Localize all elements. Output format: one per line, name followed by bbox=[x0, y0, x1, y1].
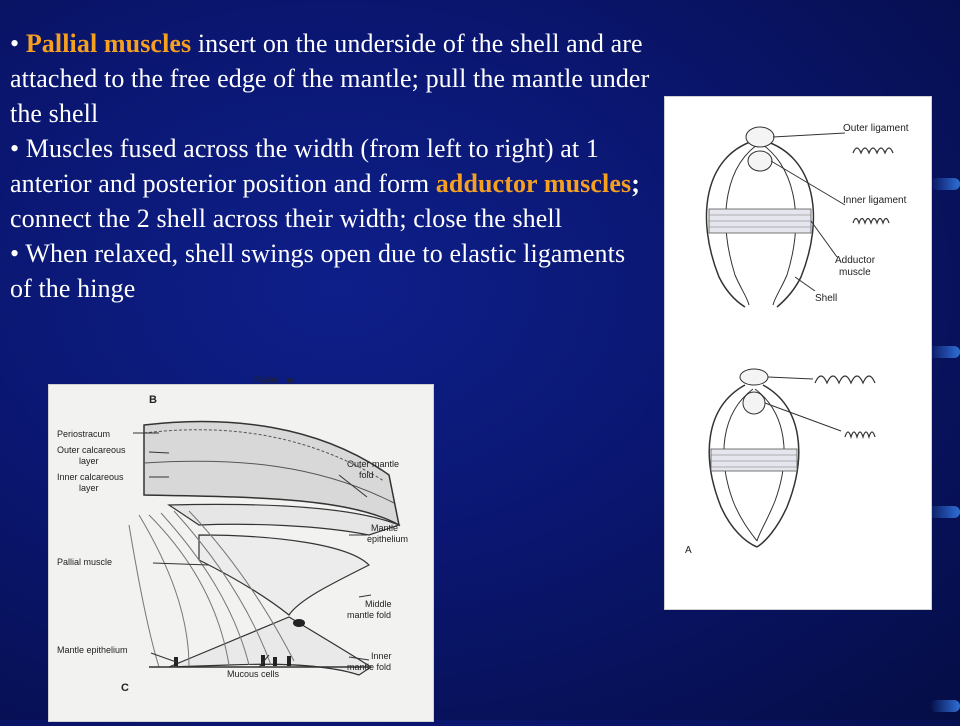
outer-ligament-shape bbox=[746, 127, 774, 147]
slide-body-text bbox=[10, 26, 650, 306]
label-inner-ligament: Inner ligament bbox=[843, 195, 907, 206]
bullet-relaxed-shell: • When relaxed, shell swings open due to elastic ligaments of the hinge bbox=[10, 239, 626, 303]
label-inner-mantle-fold: Inner bbox=[371, 651, 392, 661]
svg-text:layer: layer bbox=[79, 483, 99, 493]
label-adductor-muscle: Adductor bbox=[835, 255, 876, 266]
label-pallial-muscle: Pallial muscle bbox=[57, 557, 113, 567]
decor-streak bbox=[930, 700, 960, 712]
spring-outer-open bbox=[815, 376, 875, 383]
label-shell: Shell bbox=[815, 293, 838, 304]
label-outer-calcareous: Outer calcareous bbox=[57, 445, 126, 455]
bullet-pallial-muscles: • Pallial muscles insert on the underside of the shell and are attached to the free edge of the mantle; pull the mantle under the shell bbox=[10, 29, 650, 128]
spring-inner-closed bbox=[853, 219, 889, 224]
label-middle-mantle-fold: Middle bbox=[365, 599, 392, 609]
label-mantle-epithelium: Mantle epithelium bbox=[57, 645, 128, 655]
svg-text:layer: layer bbox=[79, 456, 99, 466]
spring-inner-open bbox=[845, 432, 875, 437]
svg-text:fold: fold bbox=[359, 470, 374, 480]
label-panel-a: A bbox=[685, 545, 692, 556]
mantle-section-diagram bbox=[49, 375, 433, 721]
mucous-cell bbox=[273, 657, 277, 666]
decor-streak bbox=[928, 346, 960, 358]
svg-text:epithelium: epithelium bbox=[367, 534, 409, 544]
highlight-pallial-muscles: Pallial muscles bbox=[25, 29, 192, 58]
shell-hinge-diagram bbox=[665, 97, 931, 609]
spring-outer-closed bbox=[853, 148, 893, 153]
shell-hinge-figure bbox=[664, 96, 932, 610]
label-mantle-epithelium-right: Mantle bbox=[371, 523, 399, 533]
label-panel-b: B bbox=[149, 394, 157, 406]
label-panel-c: C bbox=[121, 682, 129, 694]
mantle-section-figure bbox=[48, 375, 434, 722]
mucous-cell bbox=[287, 656, 291, 666]
svg-text:mantle fold: mantle fold bbox=[347, 610, 392, 620]
label-outer-mantle-fold: Outer mantle bbox=[347, 459, 400, 469]
decor-streak bbox=[930, 178, 960, 190]
label-mucous-cells: Mucous cells bbox=[227, 669, 280, 679]
highlight-adductor-muscles: adductor muscles bbox=[435, 169, 632, 198]
label-pallial-line: Pallial line bbox=[254, 375, 295, 385]
label-inner-calcareous: Inner calcareous bbox=[57, 472, 124, 482]
inner-ligament-shape bbox=[748, 151, 772, 171]
label-outer-ligament: Outer ligament bbox=[843, 123, 909, 134]
svg-text:mantle fold: mantle fold bbox=[347, 662, 392, 672]
bullet-adductor-muscles: • Muscles fused across the width (from left to right) at 1 anterior and posterior position and form adductor muscles; connect the 2 shell across their width; close the shell bbox=[10, 134, 640, 233]
svg-text:muscle: muscle bbox=[839, 267, 871, 278]
label-periostracum: Periostracum bbox=[57, 429, 111, 439]
